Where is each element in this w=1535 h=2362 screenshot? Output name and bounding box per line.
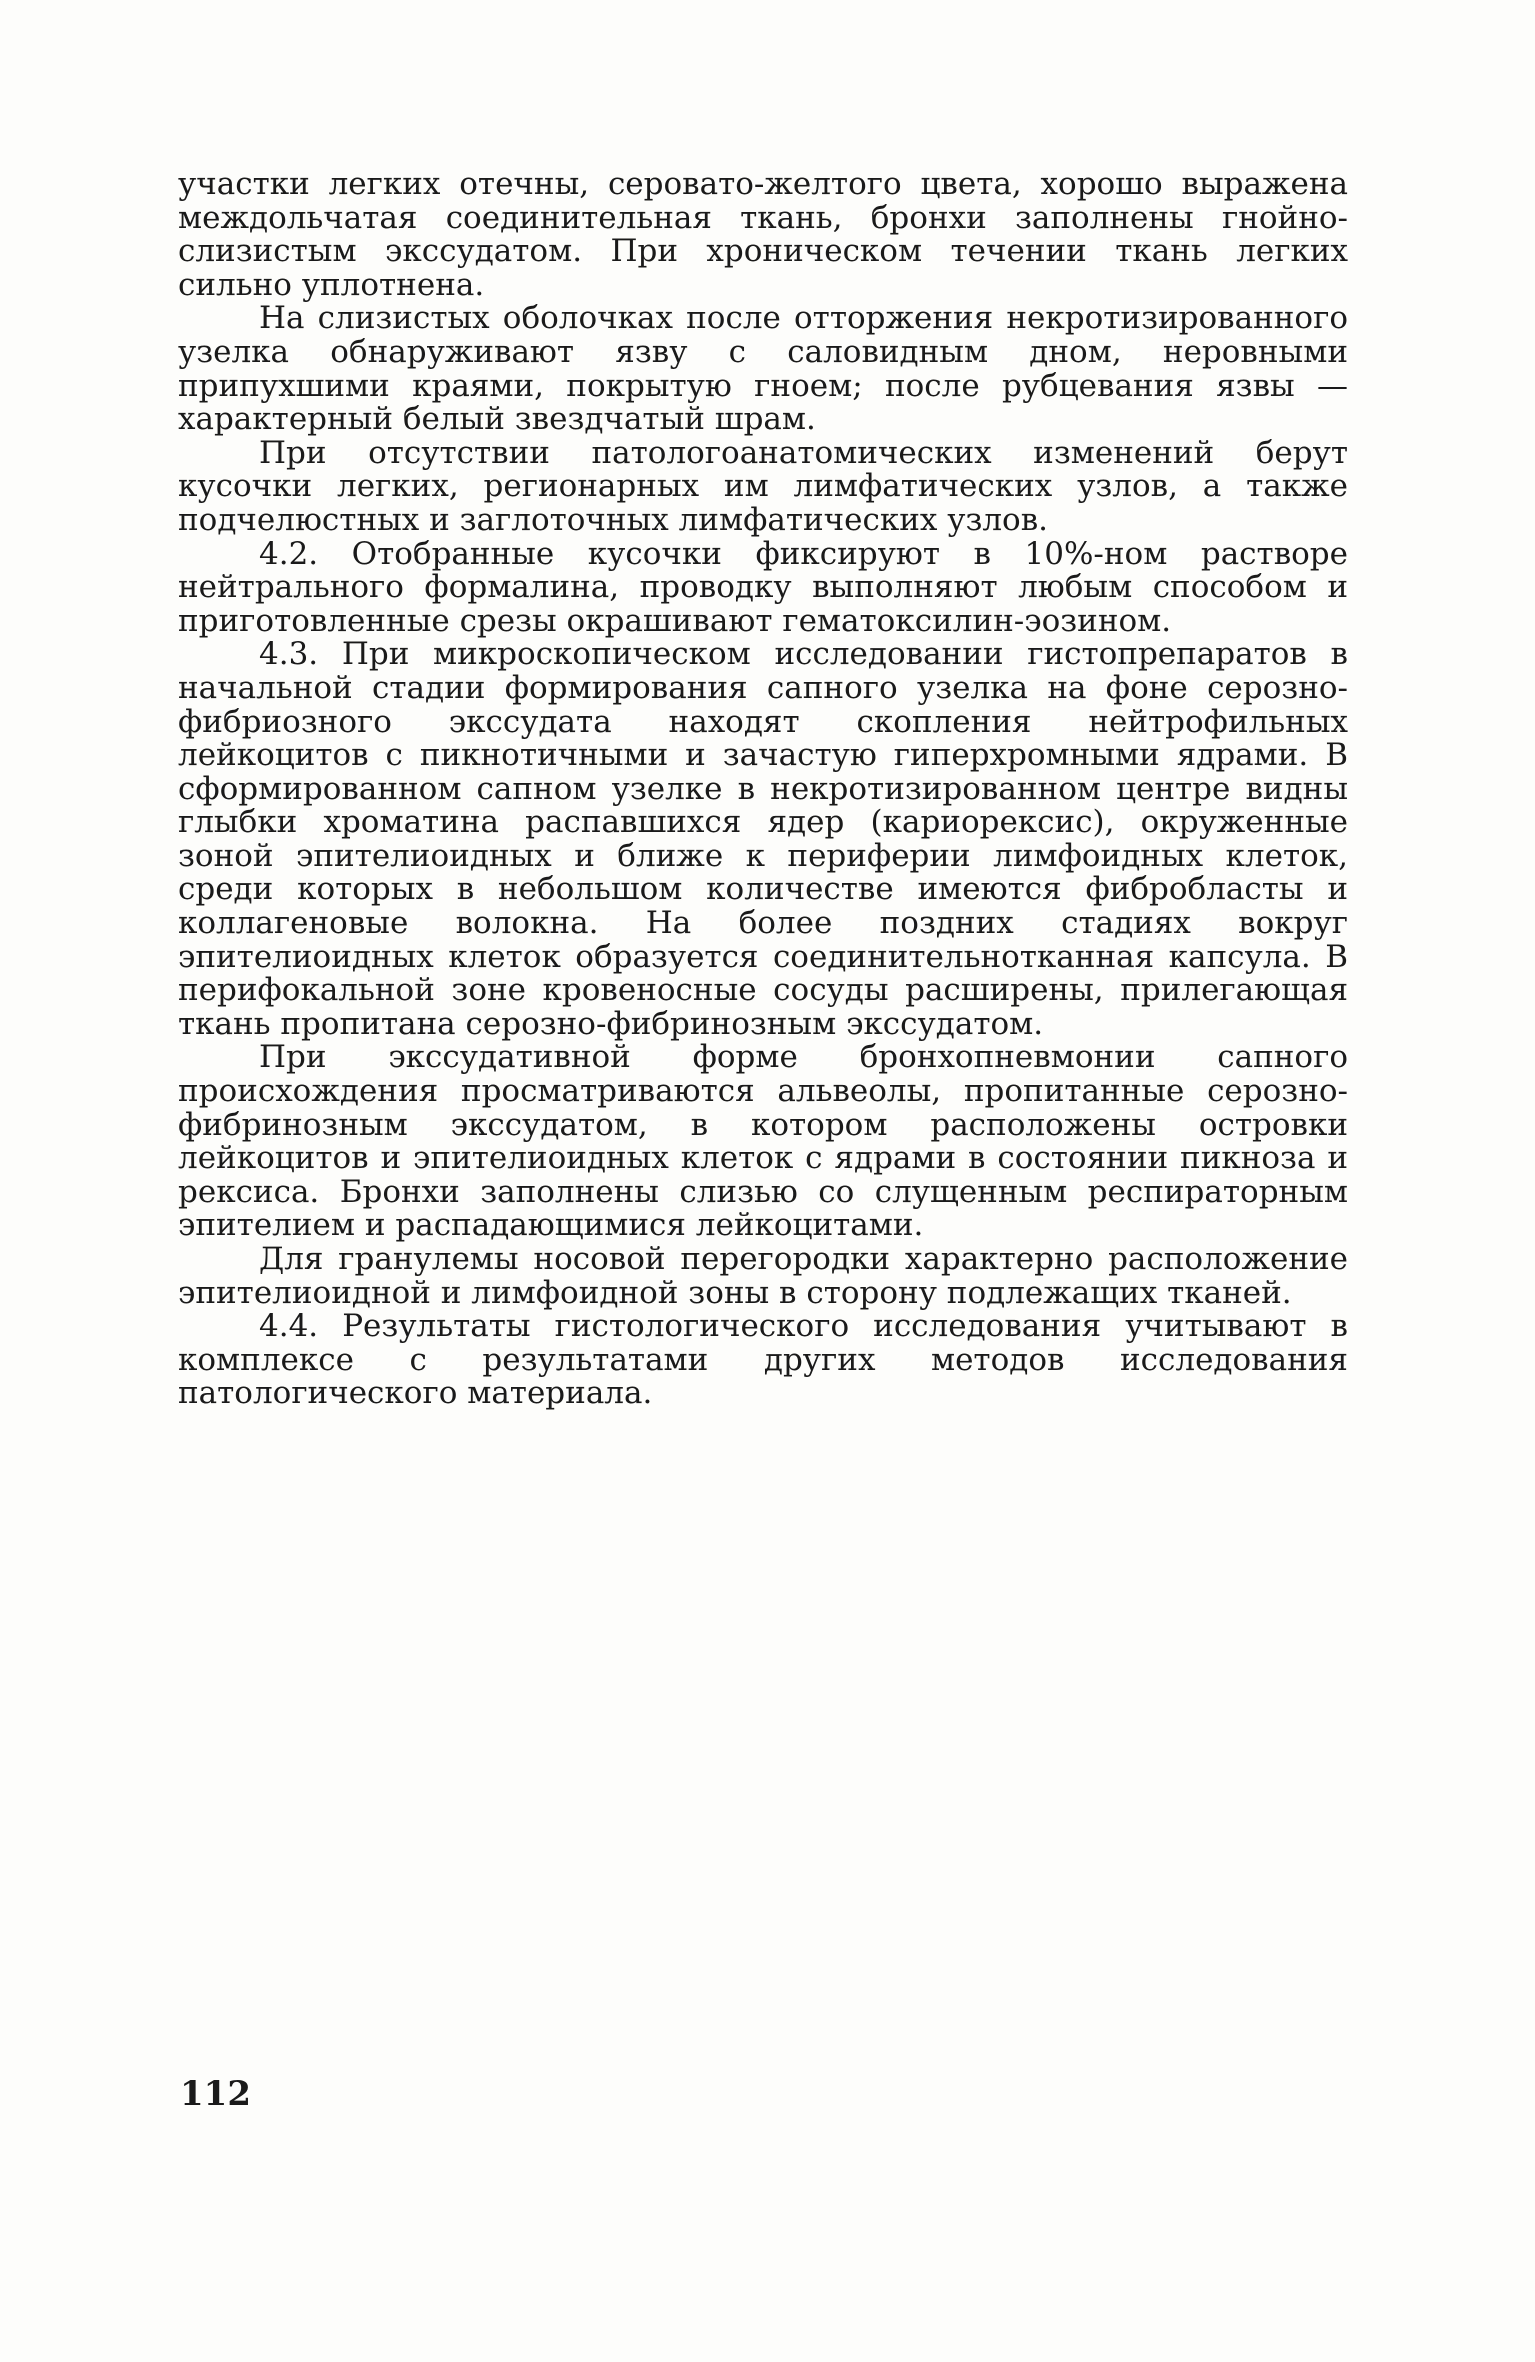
paragraph: 4.3. При микроскопическом исследовании гистопрепаратов в начальной стадии формирования сапного узелка на фоне серозно-фибриозного экссудата находят скопления нейтрофильных лейкоцитов с пикнотичными и зачастую гиперхромными ядрами. В сформированном сапном узелке в некротизированном центре видны глыбки хроматина распавшихся ядер (кариорексис), окруженные зоной эпителиоидных и ближе к периферии лимфоидных клеток, среди которых в небольшом количестве имеются фибробласты и коллагеновые волокна. На более поздних стадиях вокруг эпителиоидных клеток образуется соединительнотканная капсула. В перифокальной зоне кровеносные сосуды расширены, прилегающая ткань пропитана серозно-фибринозным экссудатом. <box>178 636 1348 1042</box>
paragraph: Для гранулемы носовой перегородки характерно расположение эпителиоидной и лимфоидной зоны в сторону подлежащих тканей. <box>178 1241 1348 1311</box>
paragraph: участки легких отечны, серовато-желтого цвета, хорошо выражена междольчатая соединительная ткань, бронхи заполнены гнойно-слизистым экссудатом. При хроническом течении ткань легких сильно уплотнена. <box>178 166 1348 303</box>
paragraph: При экссудативной форме бронхопневмонии сапного происхождения просматриваются альвеолы, пропитанные серозно-фибринозным экссудатом, в котором расположены островки лейкоцитов и эпителиоидных клеток с ядрами в состоянии пикноза и рексиса. Бронхи заполнены слизью со слущенным респираторным эпителием и распадающимися лейкоцитами. <box>178 1039 1348 1244</box>
paragraph: 4.2. Отобранные кусочки фиксируют в 10%-ном растворе нейтрального формалина, проводку выполняют любым способом и приготовленные срезы окрашивают гематоксилин-эозином. <box>178 535 1348 639</box>
body-text <box>178 168 1348 1411</box>
page-number: 112 <box>180 2074 251 2114</box>
paragraph: На слизистых оболочках после отторжения некротизированного узелка обнаруживают язву с саловидным дном, неровными припухшими краями, покрытую гноем; после рубцевания язвы — характерный белый звездчатый шрам. <box>178 300 1348 438</box>
paragraph: При отсутствии патологоанатомических изменений берут кусочки легких, регионарных им лимфатических узлов, а также подчелюстных и заглоточных лимфатических узлов. <box>178 434 1348 538</box>
paragraph: 4.4. Результаты гистологического исследования учитывают в комплексе с результатами других методов исследования патологического материала. <box>178 1308 1348 1412</box>
